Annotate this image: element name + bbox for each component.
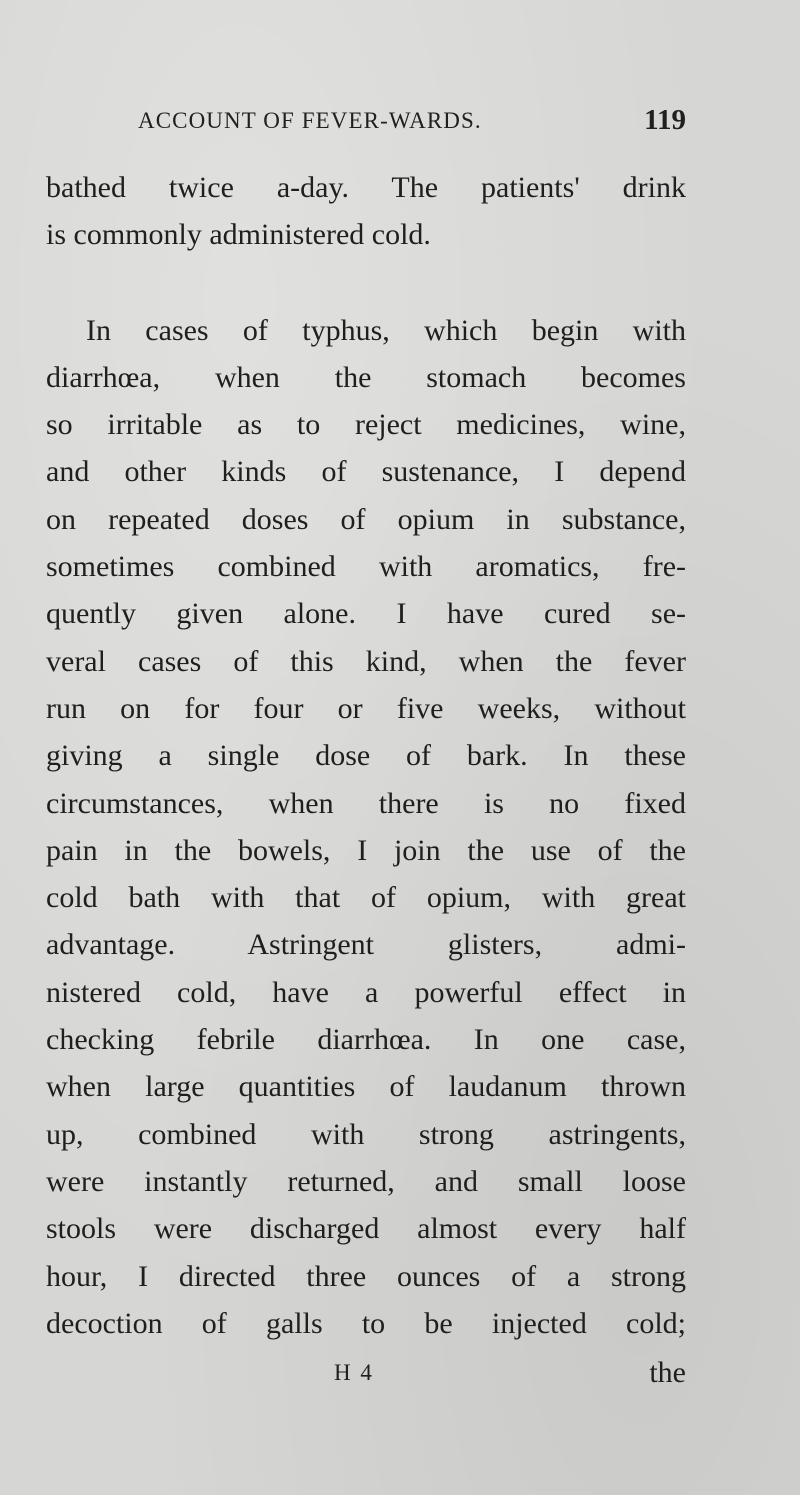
text-line: cold bath with that of opium, with great [46,881,686,915]
catchword: the [649,1356,686,1389]
text-line: were instantly returned, and small loose [46,1164,686,1198]
text-line: decoction of galls to be injected cold; [46,1306,686,1340]
page-number: 119 [644,104,686,136]
text-line: when large quantities of laudanum thrown [46,1070,686,1104]
text-line: hour, I directed three ounces of a strong [46,1259,686,1293]
running-head: ACCOUNT OF FEVER-WARDS. [138,108,482,133]
body-text [46,164,686,1347]
text-line: pain in the bowels, I join the use of the [46,833,686,867]
text-line: nistered cold, have a powerful effect in [46,975,686,1009]
text-line: quently given alone. I have cured se- [46,597,686,631]
text-line: checking febrile diarrhœa. In one case, [46,1023,686,1057]
text-line: up, combined with strong astringents, [46,1117,686,1151]
text-line: veral cases of this kind, when the fever [46,644,686,678]
text-line: sometimes combined with aromatics, fre- [46,550,686,584]
text-line: In cases of typhus, which begin with [86,313,686,347]
text-line: is commonly administered cold. [46,218,431,252]
text-line: run on for four or five weeks, without [46,691,686,725]
text-line: stools were discharged almost every half [46,1212,686,1246]
text-line: advantage. Astringent glisters, admi- [46,928,686,962]
signature-mark: H 4 [334,1360,374,1385]
text-line: bathed twice a-day. The patients' drink [46,171,686,204]
text-line: circumstances, when there is no fixed [46,786,686,820]
text-line: giving a single dose of bark. In these [46,739,686,773]
text-line: diarrhœa, when the stomach becomes [46,360,686,394]
paragraph-gap [46,259,686,307]
text-line: on repeated doses of opium in substance, [46,502,686,536]
page-header [138,104,686,144]
text-line: and other kinds of sustenance, I depend [46,455,686,489]
page-footer [46,1356,686,1396]
paragraph-1 [46,164,686,259]
paragraph-2 [46,307,686,1348]
text-line: so irritable as to reject medicines, wine, [46,408,686,442]
